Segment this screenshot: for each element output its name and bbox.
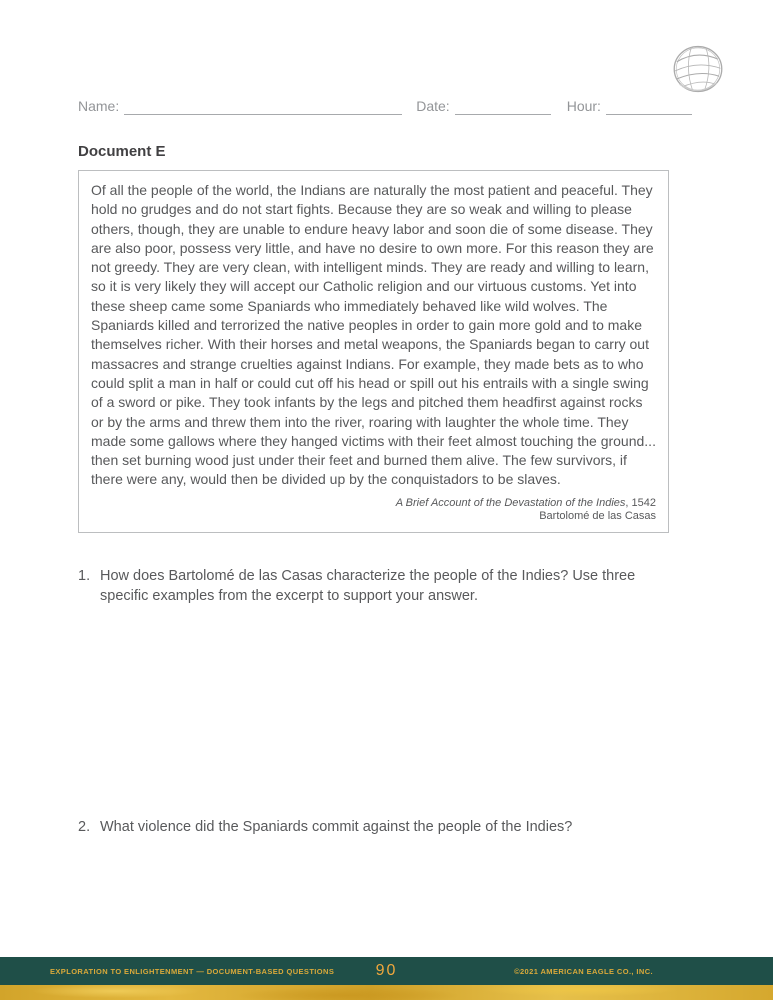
question-list (78, 566, 673, 837)
question-1-text: How does Bartolomé de las Casas characterize the people of the Indies? Use three specific examples from the excerpt to support your answer. (100, 568, 636, 604)
source-attribution (91, 497, 656, 524)
footer-bar (0, 957, 773, 985)
source-author: Bartolomé de las Casas (539, 510, 656, 523)
source-title-line (91, 497, 656, 511)
footer-series-title: EXPLORATION TO ENLIGHTENMENT — DOCUMENT-BASED QUESTIONS (50, 966, 335, 976)
footer-copyright: ©2021 AMERICAN EAGLE CO., INC. (514, 966, 653, 976)
globe-logo (665, 38, 731, 104)
globe-icon (665, 38, 731, 104)
footer-gold-strip (0, 985, 773, 1000)
date-blank-line (455, 99, 551, 115)
date-field (416, 98, 550, 115)
source-year: , 1542 (625, 496, 656, 509)
header-fields (78, 98, 665, 115)
document-excerpt-box (78, 170, 669, 533)
page-footer (0, 957, 773, 1000)
question-1-number: 1. (78, 568, 91, 584)
hour-blank-line (606, 99, 692, 115)
question-2 (78, 817, 673, 837)
date-label: Date: (416, 98, 450, 114)
document-body-text: Of all the people of the world, the Indians are naturally the most patient and peaceful. They hold no grudges and do not start fights. Because they are so weak and willing to please others, though, they are unable to endure heavy labor and soon die of some disease. They are also poor, possess very little, and have no desire to own more. For this reason they are not greedy. They are very clean, with intelligent minds. They are ready and willing to learn, so it is very likely they will accept our Catholic religion and our virtuous customs. Yet into these sheep came some Spaniards who immediately behaved like wild wolves. The Spaniards killed and terrorized the native peoples in order to gain more gold and to make themselves richer. With their horses and metal weapons, the Spaniards began to carry out massacres and strange cruelties against Indians. For example, they made bets as to who could split a man in half or could cut off his head or spill out his entrails with a single swing of a sword or pike. They took infants by the legs and pitched them headfirst against rocks or by the arms and threw them into the river, roaring with laughter the whole time. They made some gallows where they hanged victims with their feet almost touching the ground... then set burning wood just under their feet and burned them alive. The few survivors, if there were any, would then be divided up by the conquistadors to be slaves. (91, 182, 656, 488)
document-title: Document E (78, 143, 166, 160)
page-number: 90 (375, 962, 398, 979)
name-field (78, 98, 402, 115)
hour-field (567, 98, 692, 115)
name-blank-line (124, 99, 402, 115)
question-2-number: 2. (78, 819, 91, 835)
name-label: Name: (78, 98, 120, 114)
question-1 (78, 566, 673, 606)
source-title: A Brief Account of the Devastation of the Indies (395, 496, 626, 509)
question-2-text: What violence did the Spaniards commit against the people of the Indies? (100, 819, 573, 835)
hour-label: Hour: (566, 98, 601, 114)
